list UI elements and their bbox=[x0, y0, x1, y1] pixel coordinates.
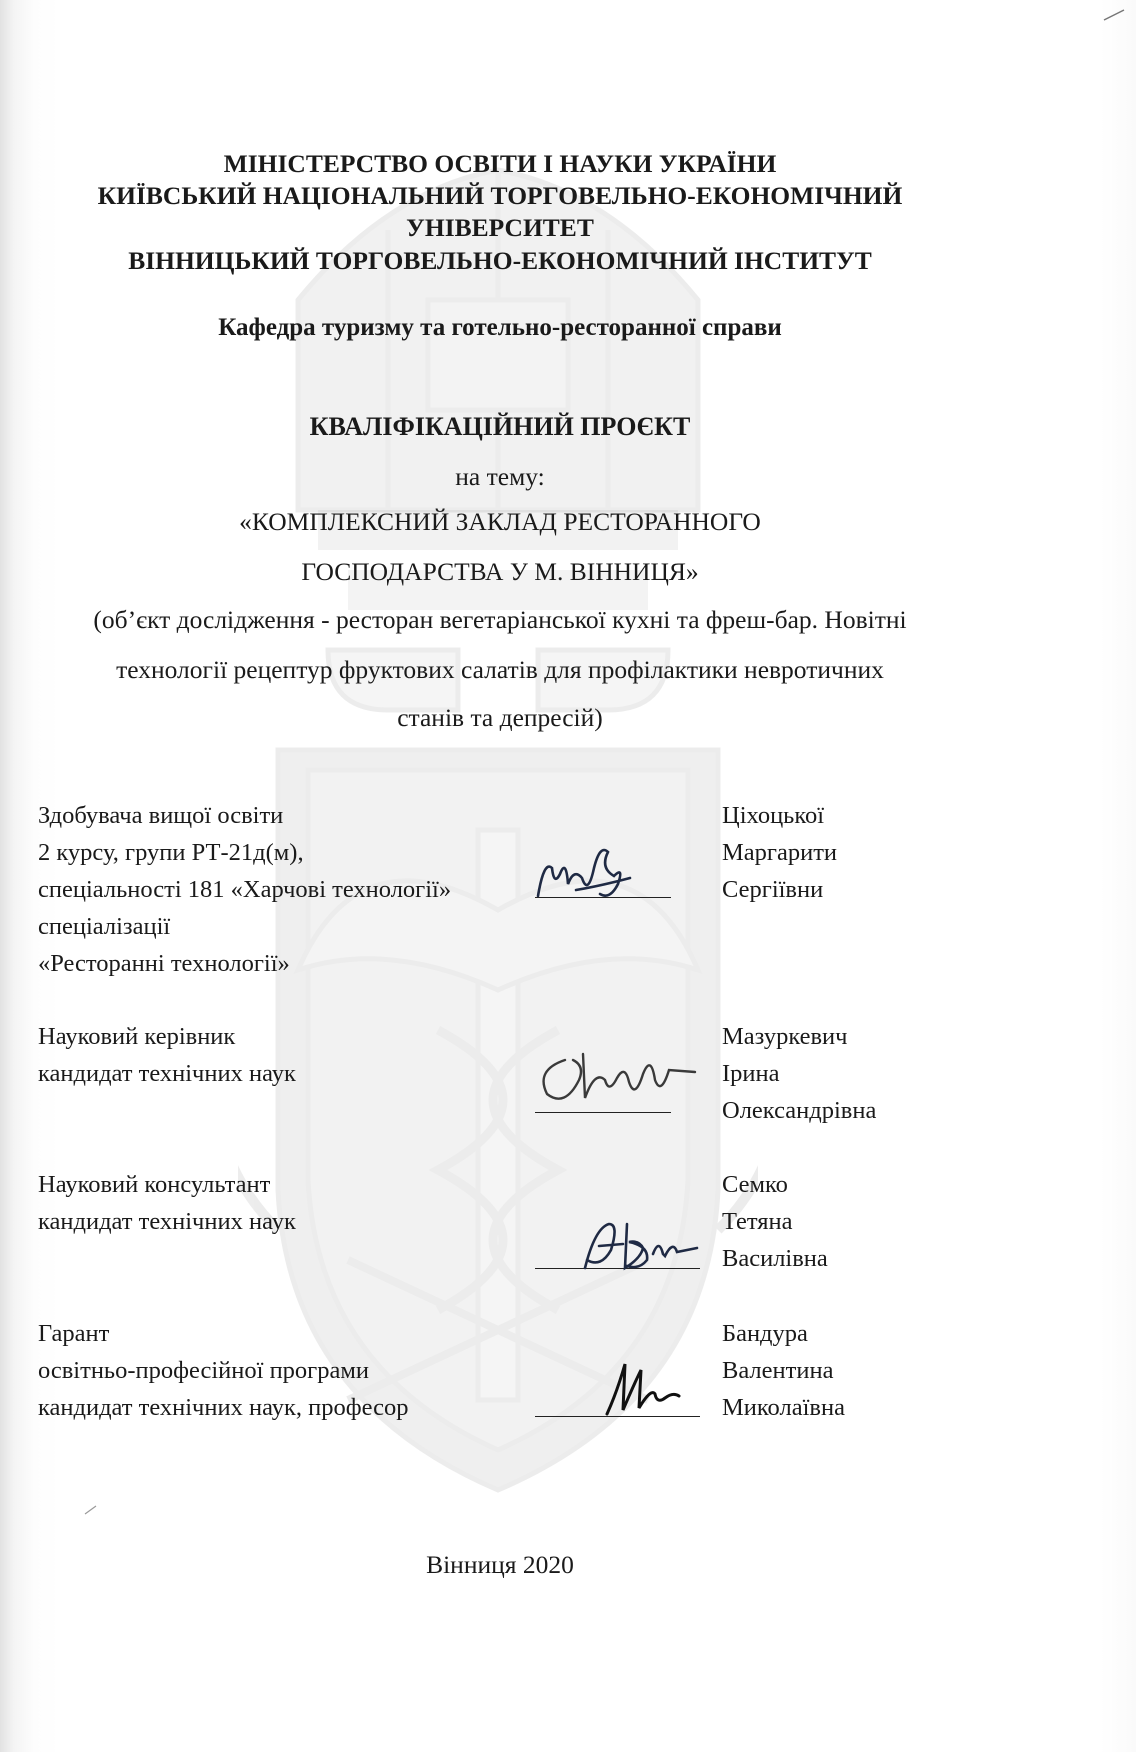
role-line: спеціалізації bbox=[38, 913, 171, 940]
topic-line-2: ГОСПОДАРСТВА У М. ВІННИЦЯ» bbox=[301, 557, 699, 586]
role-line: кандидат технічних наук bbox=[38, 1060, 296, 1087]
research-object-line-1: (об’єкт дослідження - ресторан вегетаріанської кухні та фреш-бар. Новітні bbox=[93, 605, 907, 634]
role-line: «Ресторанні технології» bbox=[38, 950, 290, 977]
ministry-heading: МІНІСТЕРСТВО ОСВІТИ І НАУКИ УКРАЇНИ bbox=[223, 149, 777, 178]
consultant-signature bbox=[565, 1210, 705, 1280]
city-year: Вінниця 2020 bbox=[426, 1550, 574, 1579]
guarantor-signature bbox=[595, 1352, 685, 1422]
name-line: Миколаївна bbox=[722, 1394, 845, 1421]
university-heading-line2: УНІВЕРСИТЕТ bbox=[406, 213, 594, 242]
role-line: освітньо-професійної програми bbox=[38, 1357, 369, 1384]
supervisor-signature bbox=[525, 1030, 705, 1120]
department-heading: Кафедра туризму та готельно-ресторанної справи bbox=[218, 314, 782, 341]
name-line: Ціхоцької bbox=[722, 802, 825, 829]
name-line: Маргарити bbox=[722, 839, 838, 866]
role-line: Науковий керівник bbox=[38, 1023, 236, 1050]
scan-mark bbox=[1100, 4, 1130, 24]
name-line: Бандура bbox=[722, 1320, 808, 1347]
name-line: Мазуркевич bbox=[722, 1023, 848, 1050]
role-line: спеціальності 181 «Харчові технології» bbox=[38, 876, 452, 903]
role-line: Гарант bbox=[38, 1320, 110, 1347]
research-object-line-3: станів та депресій) bbox=[397, 703, 603, 732]
role-line: 2 курсу, групи РТ-21д(м), bbox=[38, 839, 304, 866]
research-object-line-2: технології рецептур фруктових салатів для профілактики невротичних bbox=[116, 655, 884, 684]
student-signature bbox=[530, 838, 650, 918]
name-line: Валентина bbox=[722, 1357, 834, 1384]
role-line: кандидат технічних наук bbox=[38, 1208, 296, 1235]
on-topic-label: на тему: bbox=[455, 462, 545, 491]
name-line: Семко bbox=[722, 1171, 788, 1198]
role-line: кандидат технічних наук, професор bbox=[38, 1394, 409, 1421]
role-line: Здобувача вищої освіти bbox=[38, 802, 284, 829]
scan-mark bbox=[82, 1498, 102, 1518]
topic-line-1: «КОМПЛЕКСНИЙ ЗАКЛАД РЕСТОРАННОГО bbox=[239, 507, 761, 536]
name-line: Олександрівна bbox=[722, 1097, 877, 1124]
name-line: Тетяна bbox=[722, 1208, 793, 1235]
name-line: Василівна bbox=[722, 1245, 828, 1272]
name-line: Сергіївни bbox=[722, 876, 824, 903]
institute-heading: ВІННИЦЬКИЙ ТОРГОВЕЛЬНО-ЕКОНОМІЧНИЙ ІНСТИТУТ bbox=[128, 246, 872, 275]
role-line: Науковий консультант bbox=[38, 1171, 271, 1198]
name-line: Ірина bbox=[722, 1060, 780, 1087]
university-heading-line1: КИЇВСЬКИЙ НАЦІОНАЛЬНИЙ ТОРГОВЕЛЬНО-ЕКОНОМІЧНИЙ bbox=[97, 181, 903, 210]
project-type-title: КВАЛІФІКАЦІЙНИЙ ПРОЄКТ bbox=[309, 412, 691, 441]
